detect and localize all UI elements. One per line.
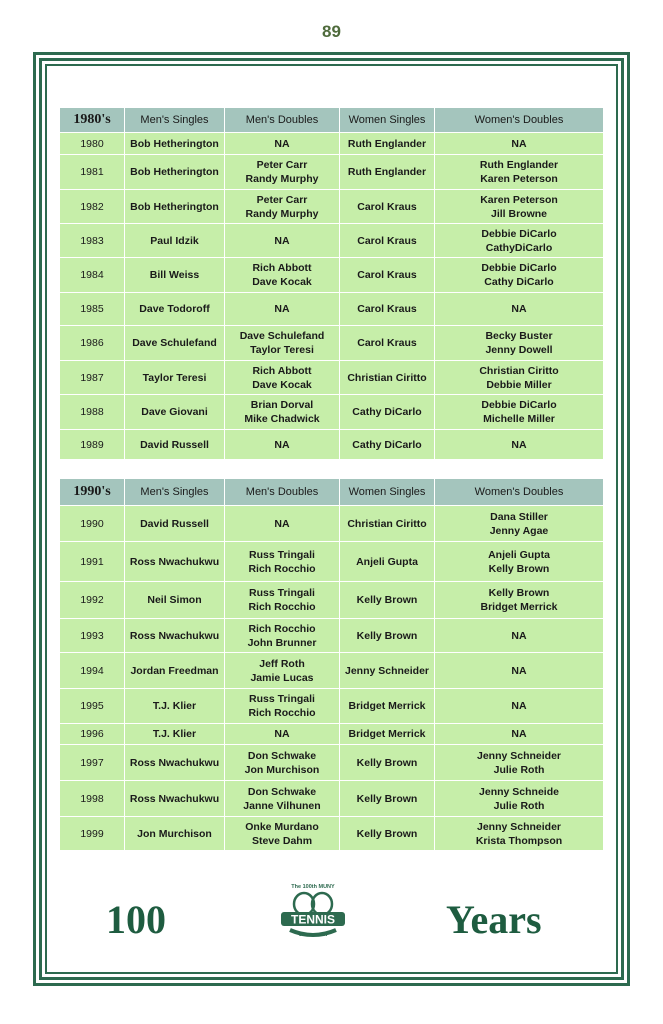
player-name: Randy Murphy — [245, 207, 319, 220]
mens-singles-cell — [125, 361, 225, 395]
player-name: T.J. Klier — [152, 728, 197, 740]
womens-doubles-cell — [435, 619, 604, 653]
player-name: Bill Weiss — [149, 269, 200, 281]
player-name: Cathy DiCarlo — [352, 406, 422, 418]
player-name: Rich Rocchio — [248, 601, 316, 613]
womens-doubles-cell — [435, 817, 604, 851]
year-cell: 1999 — [60, 817, 125, 851]
player-name: Jenny Schneider — [476, 820, 562, 833]
player-name: Russ Tringali — [249, 548, 315, 561]
player-name: David Russell — [140, 517, 209, 530]
footer-years: Years — [446, 897, 542, 942]
mens-doubles-cell — [225, 224, 340, 258]
player-name: Dana Stiller — [490, 510, 548, 523]
player-name: Dave Kocak — [252, 276, 312, 288]
year-cell: 1992 — [60, 582, 125, 619]
mens-singles-cell — [125, 326, 225, 361]
player-name: NA — [511, 664, 527, 677]
mens-doubles-cell — [225, 542, 340, 582]
player-name: NA — [511, 137, 527, 150]
player-name: Jamie Lucas — [250, 671, 314, 684]
player-name: Carol Kraus — [357, 337, 417, 349]
player-name: Steve Dahm — [251, 834, 313, 847]
year-cell: 1990 — [60, 506, 125, 542]
player-name: Krista Thompson — [475, 834, 563, 847]
player-name: David Russell — [140, 438, 209, 451]
mens-doubles-cell — [225, 619, 340, 653]
player-name: Jill Browne — [490, 207, 547, 220]
player-name: NA — [511, 438, 527, 451]
player-name: Dave Schulefand — [132, 337, 217, 349]
player-name: Dave Todoroff — [139, 303, 210, 315]
mens-doubles-cell — [225, 781, 340, 817]
women-singles-cell — [340, 506, 435, 542]
women-singles-cell — [340, 155, 435, 190]
player-name: Jenny Schneider — [344, 664, 430, 677]
player-name: Jenny Dowell — [485, 344, 553, 356]
women-singles-cell — [340, 653, 435, 689]
mens-singles-cell — [125, 430, 225, 460]
player-name: NA — [274, 234, 290, 247]
player-name: Bob Hetherington — [130, 166, 219, 178]
table-row — [60, 619, 604, 653]
player-name: Debbie Miller — [486, 378, 552, 391]
header-mens-doubles: Men's Doubles — [225, 108, 340, 133]
table-row — [60, 224, 604, 258]
women-singles-cell — [340, 724, 435, 745]
player-name: Jenny Agae — [489, 524, 549, 537]
logo-text-bottom: CELEBRATION — [298, 932, 328, 937]
womens-doubles-cell — [435, 224, 604, 258]
table-row — [60, 293, 604, 326]
player-name: Jeff Roth — [259, 657, 305, 670]
mens-singles-cell — [125, 817, 225, 851]
player-name: Ruth Englander — [347, 137, 427, 150]
player-name: Onke Murdano — [245, 820, 319, 833]
year-cell: 1981 — [60, 155, 125, 190]
player-name: Dave Kocak — [252, 378, 312, 391]
women-singles-cell — [340, 293, 435, 326]
player-name: Ross Nwachukwu — [129, 629, 220, 642]
year-cell: 1986 — [60, 326, 125, 361]
womens-doubles-cell — [435, 781, 604, 817]
mens-doubles-cell — [225, 361, 340, 395]
table-row — [60, 506, 604, 542]
player-name: Cathy DiCarlo — [484, 276, 554, 288]
year-cell: 1998 — [60, 781, 125, 817]
table-row — [60, 258, 604, 293]
player-name: Anjeli Gupta — [356, 555, 418, 568]
women-singles-cell — [340, 817, 435, 851]
player-name: Peter Carr — [256, 193, 308, 206]
year-cell: 1995 — [60, 689, 125, 724]
player-name: Taylor Teresi — [250, 344, 314, 356]
womens-doubles-cell — [435, 361, 604, 395]
player-name: Randy Murphy — [245, 173, 319, 185]
player-name: Debbie DiCarlo — [481, 399, 557, 411]
mens-singles-cell — [125, 653, 225, 689]
player-name: Rich Abbott — [252, 262, 312, 274]
womens-doubles-cell — [435, 190, 604, 224]
player-name: Taylor Teresi — [142, 371, 207, 384]
player-name: Dave Giovani — [141, 406, 208, 418]
player-name: NA — [274, 728, 290, 740]
table-row — [60, 689, 604, 724]
player-name: Jon Murchison — [137, 827, 212, 840]
mens-singles-cell — [125, 745, 225, 781]
player-name: Paul Idzik — [150, 234, 199, 247]
table-body-1980s — [60, 133, 604, 460]
player-name: Russ Tringali — [249, 693, 315, 705]
women-singles-cell — [340, 542, 435, 582]
player-name: NA — [511, 629, 527, 642]
women-singles-cell — [340, 361, 435, 395]
player-name: Bridget Merrick — [348, 728, 426, 740]
player-name: Karen Peterson — [480, 193, 558, 206]
player-name: Mike Chadwick — [244, 413, 320, 425]
table-row — [60, 155, 604, 190]
header-women-singles: Women Singles — [340, 108, 435, 133]
player-name: Bob Hetherington — [130, 200, 219, 213]
mens-singles-cell — [125, 506, 225, 542]
footer-100: 100 — [106, 897, 166, 942]
player-name: Carol Kraus — [357, 234, 417, 247]
year-cell: 1994 — [60, 653, 125, 689]
player-name: Rich Rocchio — [248, 622, 316, 635]
player-name: Kelly Brown — [356, 792, 418, 805]
women-singles-cell — [340, 689, 435, 724]
player-name: Bridget Merrick — [480, 601, 558, 613]
header-womens-doubles: Women's Doubles — [435, 108, 604, 133]
table-row — [60, 430, 604, 460]
player-name: Rich Rocchio — [248, 562, 316, 575]
womens-doubles-cell — [435, 155, 604, 190]
womens-doubles-cell — [435, 293, 604, 326]
table-row — [60, 326, 604, 361]
womens-doubles-cell — [435, 326, 604, 361]
women-singles-cell — [340, 326, 435, 361]
player-name: Anjeli Gupta — [488, 548, 550, 561]
player-name: Kelly Brown — [488, 587, 550, 599]
women-singles-cell — [340, 781, 435, 817]
player-name: Ross Nwachukwu — [129, 555, 220, 568]
player-name: Rich Abbott — [252, 364, 312, 377]
header-women-singles: Women Singles — [340, 479, 435, 506]
player-name: NA — [511, 728, 527, 740]
mens-doubles-cell — [225, 190, 340, 224]
year-cell: 1984 — [60, 258, 125, 293]
mens-singles-cell — [125, 542, 225, 582]
player-name: Kelly Brown — [356, 594, 418, 606]
table-row — [60, 653, 604, 689]
table-row — [60, 724, 604, 745]
header-mens-singles: Men's Singles — [125, 479, 225, 506]
player-name: Dave Schulefand — [239, 330, 325, 342]
women-singles-cell — [340, 619, 435, 653]
womens-doubles-cell — [435, 258, 604, 293]
player-name: Christian Ciritto — [347, 517, 427, 530]
mens-singles-cell — [125, 619, 225, 653]
table-body-1990s — [60, 506, 604, 851]
womens-doubles-cell — [435, 542, 604, 582]
mens-doubles-cell — [225, 430, 340, 460]
table-1980s — [59, 107, 604, 460]
player-name: NA — [274, 303, 290, 315]
player-name: Ross Nwachukwu — [129, 756, 220, 769]
women-singles-cell — [340, 582, 435, 619]
womens-doubles-cell — [435, 689, 604, 724]
player-name: Janne Vilhunen — [243, 799, 321, 812]
player-name: Ruth Englander — [347, 166, 427, 178]
player-name: NA — [274, 517, 290, 530]
player-name: NA — [274, 438, 290, 451]
mens-doubles-cell — [225, 689, 340, 724]
player-name: Jenny Schneide — [479, 785, 559, 798]
player-name: Christian Ciritto — [347, 371, 427, 384]
header-womens-doubles: Women's Doubles — [435, 479, 604, 506]
year-cell: 1996 — [60, 724, 125, 745]
table-row — [60, 781, 604, 817]
player-name: John Brunner — [247, 636, 317, 649]
table-1990s — [59, 478, 604, 851]
player-name: Julie Roth — [493, 799, 545, 812]
player-name: Debbie DiCarlo — [481, 262, 557, 274]
player-name: Russ Tringali — [249, 587, 315, 599]
mens-doubles-cell — [225, 155, 340, 190]
player-name: Becky Buster — [485, 330, 553, 342]
womens-doubles-cell — [435, 133, 604, 155]
mens-doubles-cell — [225, 133, 340, 155]
womens-doubles-cell — [435, 506, 604, 542]
women-singles-cell — [340, 133, 435, 155]
player-name: Kelly Brown — [356, 756, 418, 769]
mens-singles-cell — [125, 258, 225, 293]
player-name: Ross Nwachukwu — [129, 792, 220, 805]
mens-doubles-cell — [225, 817, 340, 851]
year-cell: 1983 — [60, 224, 125, 258]
player-name: NA — [511, 303, 527, 315]
player-name: Carol Kraus — [357, 269, 417, 281]
mens-singles-cell — [125, 190, 225, 224]
logo-text-top: The 100th MUNY — [291, 884, 335, 890]
mens-singles-cell — [125, 724, 225, 745]
year-cell: 1985 — [60, 293, 125, 326]
player-name: Julie Roth — [493, 763, 545, 776]
womens-doubles-cell — [435, 745, 604, 781]
player-name: Christian Ciritto — [479, 364, 559, 377]
header-mens-doubles: Men's Doubles — [225, 479, 340, 506]
header-mens-singles: Men's Singles — [125, 108, 225, 133]
player-name: Rich Rocchio — [248, 707, 316, 719]
player-name: Carol Kraus — [357, 200, 417, 213]
decade-label: 1980's — [60, 108, 125, 133]
player-name: Brian Dorval — [250, 399, 314, 411]
mens-singles-cell — [125, 155, 225, 190]
table-row — [60, 361, 604, 395]
table-row — [60, 817, 604, 851]
mens-doubles-cell — [225, 395, 340, 430]
mens-singles-cell — [125, 133, 225, 155]
year-cell: 1988 — [60, 395, 125, 430]
decade-label: 1990's — [60, 479, 125, 506]
table-row — [60, 190, 604, 224]
player-name: Carol Kraus — [357, 303, 417, 315]
mens-doubles-cell — [225, 293, 340, 326]
player-name: T.J. Klier — [152, 700, 197, 712]
player-name: Peter Carr — [256, 159, 308, 171]
player-name: Ruth Englander — [479, 159, 559, 171]
player-name: Kelly Brown — [356, 629, 418, 642]
player-name: CathyDiCarlo — [485, 241, 553, 254]
year-cell: 1982 — [60, 190, 125, 224]
year-cell: 1987 — [60, 361, 125, 395]
womens-doubles-cell — [435, 395, 604, 430]
mens-singles-cell — [125, 224, 225, 258]
player-name: NA — [274, 137, 290, 150]
player-name: Jordan Freedman — [130, 664, 219, 677]
table-row — [60, 542, 604, 582]
mens-doubles-cell — [225, 506, 340, 542]
women-singles-cell — [340, 745, 435, 781]
mens-doubles-cell — [225, 653, 340, 689]
women-singles-cell — [340, 395, 435, 430]
womens-doubles-cell — [435, 430, 604, 460]
mens-doubles-cell — [225, 582, 340, 619]
player-name: Jenny Schneider — [476, 749, 562, 762]
womens-doubles-cell — [435, 724, 604, 745]
player-name: Jon Murchison — [244, 763, 320, 776]
page-number: 89 — [322, 22, 341, 41]
mens-doubles-cell — [225, 724, 340, 745]
year-cell: 1989 — [60, 430, 125, 460]
mens-singles-cell — [125, 689, 225, 724]
table-row — [60, 133, 604, 155]
table-row — [60, 745, 604, 781]
player-name: Michelle Miller — [483, 413, 555, 425]
player-name: Neil Simon — [147, 594, 202, 606]
tennis-celebration-logo — [278, 880, 348, 942]
mens-singles-cell — [125, 781, 225, 817]
table-row — [60, 582, 604, 619]
player-name: Kelly Brown — [488, 562, 550, 575]
player-name: Bob Hetherington — [130, 137, 219, 150]
womens-doubles-cell — [435, 582, 604, 619]
year-cell: 1991 — [60, 542, 125, 582]
womens-doubles-cell — [435, 653, 604, 689]
table-row — [60, 395, 604, 430]
mens-doubles-cell — [225, 258, 340, 293]
player-name: Cathy DiCarlo — [352, 438, 422, 451]
year-cell: 1997 — [60, 745, 125, 781]
mens-doubles-cell — [225, 745, 340, 781]
player-name: NA — [511, 700, 527, 712]
player-name: Debbie DiCarlo — [481, 227, 557, 240]
player-name: Kelly Brown — [356, 827, 418, 840]
player-name: Karen Peterson — [480, 173, 558, 185]
year-cell: 1980 — [60, 133, 125, 155]
player-name: Don Schwake — [247, 785, 317, 798]
mens-singles-cell — [125, 293, 225, 326]
player-name: Bridget Merrick — [348, 700, 426, 712]
women-singles-cell — [340, 190, 435, 224]
mens-doubles-cell — [225, 326, 340, 361]
women-singles-cell — [340, 430, 435, 460]
player-name: Don Schwake — [247, 749, 317, 762]
mens-singles-cell — [125, 582, 225, 619]
women-singles-cell — [340, 258, 435, 293]
logo-text-main: TENNIS — [290, 912, 336, 927]
year-cell: 1993 — [60, 619, 125, 653]
mens-singles-cell — [125, 395, 225, 430]
women-singles-cell — [340, 224, 435, 258]
